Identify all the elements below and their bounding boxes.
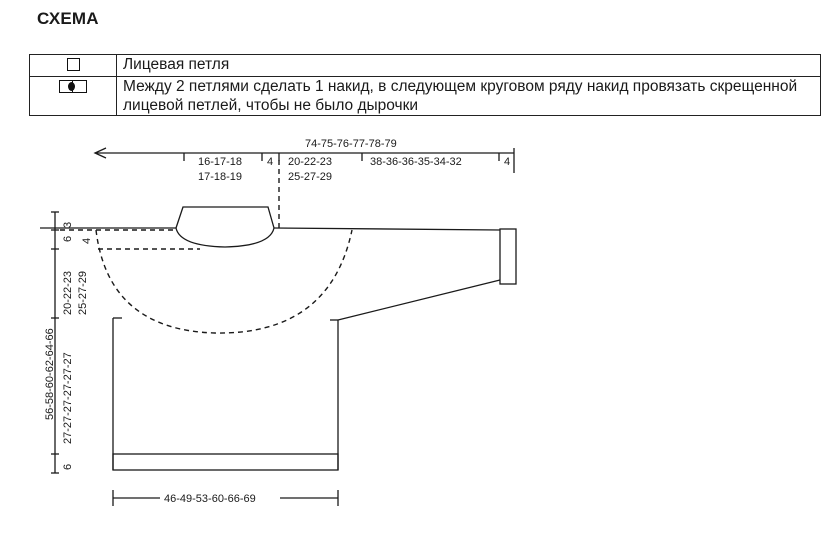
label-yoke-depth-2: 25-27-29 [77,270,89,315]
neckline [176,207,274,247]
label-neck-2: 17-18-19 [198,171,243,183]
label-total-length-2: 27-27-27-27-27-27 [62,352,74,444]
label-rib: 6 [62,463,74,470]
yoke-circle-dashed [96,230,352,333]
label-body-width: 46-49-53-60-66-69 [164,493,256,505]
label-neck-1: 16-17-18 [198,156,243,168]
label-shoulder-drop: 3 [62,221,74,228]
label-cuff: 4 [504,156,511,168]
label-seg4-a: 4 [267,156,274,168]
label-neck-inner: 4 [81,237,93,244]
sleeve-bottom-line [338,280,500,320]
label-yoke-2: 25-27-29 [288,171,333,183]
label-yoke-depth-1: 20-22-23 [62,270,74,315]
label-yoke-1: 20-22-23 [288,156,333,168]
page-title: СХЕМА [37,9,99,28]
label-total-length-1: 56-58-60-62-64-66 [44,328,56,420]
label-total-width: 74-75-76-77-78-79 [305,138,397,150]
label-sleeve: 38-36-36-35-34-32 [370,156,462,168]
bottom-rib [113,454,338,470]
cuff [500,229,516,284]
legend-knit-label: Лицевая петля [117,55,821,77]
label-neck-drop: 6 [62,235,74,242]
legend-yarn-over-label: Между 2 петлями сделать 1 накид, в следующем круговом ряду накид провязать скрещенной лицевой петлей, чтобы не было дырочки [117,77,821,116]
